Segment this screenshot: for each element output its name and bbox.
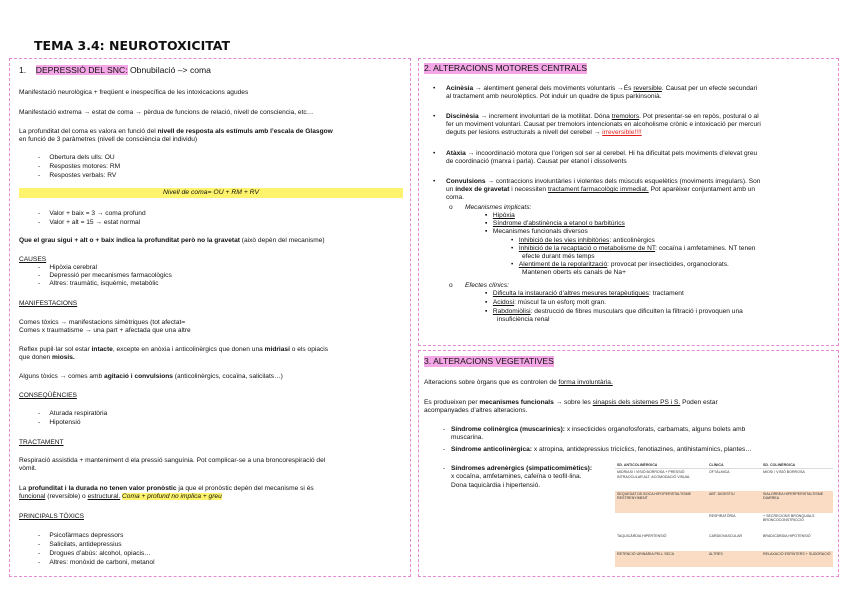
list-item: • Inhibició de la recaptació o metabolisme de NT: cocaïna i amfetamines. NT tenen [511, 245, 756, 252]
list-item: - Hipòxia cerebral [38, 264, 98, 271]
table-cell: OFTÀLMICA [709, 470, 730, 475]
subheading-principals-toxics: PRINCIPALS TÒXICS [19, 513, 84, 520]
table-cell: ABT. DIGESTIU [709, 491, 735, 496]
list-item-continuation: efecte durant més temps [522, 253, 595, 260]
sublist-title: Mecanismes implicats: [465, 204, 532, 211]
table-cell [615, 513, 707, 533]
table-row [615, 469, 833, 491]
table-row [615, 551, 833, 567]
circle-bullet-icon: o [449, 282, 453, 289]
table-cell: BRADICÀRDIA HIPOTENSIÓ [763, 533, 811, 538]
section-depressio-snc [9, 58, 411, 577]
table-cell: ALTRES [709, 551, 723, 556]
list-item: - Salicilats, antidepressius [38, 541, 122, 548]
sublist-title: Efectes clínics: [465, 282, 509, 289]
table-cell: TAQUICÀRDIA HIPERTENSIÓ [617, 533, 667, 538]
list-item: - Drogues d’abús: alcohol, opiacis… [38, 550, 151, 557]
list-item: - Psicofàrmacs depressors [38, 532, 124, 539]
paragraph: en funció de 3 paràmetres (nivell de consciència del individu) [19, 136, 198, 143]
list-item: ▪ Dificulta la instauració d’altres mesures terapèutiques: tractament [485, 290, 684, 297]
table-header: SD. COLINÈRGICA [761, 462, 833, 469]
paragraph: un índex de gravetat i necessiten tractament farmacològic immediat. Pot aparèixer conjuntament amb un [446, 186, 756, 193]
paragraph: Alteracions sobre òrgans que es controlen de forma involuntària. [424, 379, 613, 386]
paragraph: Manifestació extrema → estat de coma → pèrdua de funcions de relació, nivell de consciencia, etc… [19, 109, 314, 116]
bullet-icon: • [433, 178, 436, 185]
paragraph: Comes tòxics → manifestacions simètriques (tot afectat= [19, 319, 186, 326]
paragraph: coma. [446, 194, 464, 201]
paragraph: Convulsions → contraccions involuntàries i violentes dels músculs esquelètics (moviments irregulars). Son [446, 178, 761, 185]
paragraph: vòmit. [19, 465, 37, 472]
list-item-continuation: x cocaïna, amfetamines, cafeïna o teofil·lina. [451, 473, 582, 480]
list-item: Síndrome anticolinèrgica: x atropina, antidepressius tricíclics, fenotiazines, antihistamínics, plantes… [451, 446, 752, 453]
subheading-tractament: TRACTAMENT [19, 439, 64, 446]
syndrome-table [615, 462, 833, 567]
paragraph: acompanyades d’altres alteracions. [424, 407, 528, 414]
list-item: ▪ Rabdomiòlisi: destrucció de fibres musculars que dificulten la filtració i provoquen una [485, 308, 743, 315]
paragraph: Alguns tòxics → comes amb agitació i convulsions (anticolinèrgics, cocaïna, salicilats…) [19, 373, 283, 380]
list-item-continuation: Mantenen oberts els canals de Na+ [522, 269, 626, 276]
heading-highlight: DEPRESSIÓ DEL SNC: [35, 65, 128, 75]
list-item: - Altres: traumàtic, isquèmic, metabòlic [38, 280, 159, 287]
list-item: ▪ Mecanismes funcionals diversos [485, 228, 588, 235]
table-cell: MIOSI / VISIÓ BORROSA [763, 470, 805, 475]
table-cell: RETENCIÓ URINÀRIA PELL SECA [617, 551, 674, 556]
table-cell: CARDIOVASCULAR [709, 533, 743, 538]
paragraph: Comes x traumatisme → una part + afectada que una altre [19, 327, 191, 334]
list-item-continuation: muscarina. [451, 434, 484, 441]
table-cell: MIDRIASI / VISIÓ BORROSA + PRESSIÓ INTRAOCULAR ALT. ACOMODACIÓ VISUAL [617, 470, 691, 479]
table-row [615, 513, 833, 533]
heading-number: 1. [19, 65, 27, 75]
table-cell: RELAXACIÓ ESFÍNTERS + SUDORACIÓ [763, 551, 831, 556]
paragraph: al tractament amb neurolèptics. Pot induir un quadre de tipus parkinsonià. [446, 93, 662, 100]
list-item-continuation: insuficiència renal [497, 316, 550, 323]
bullet-icon: • [433, 150, 436, 157]
paragraph: Es produeixen per mecanismes funcionals → sobre les sinapsis dels sistemes PS i S. Poden estar [424, 399, 718, 406]
text: (això depèn del mecanisme) [241, 237, 325, 244]
paragraph: funcional (reversible) o estructural. Coma + profund no implica + greu [19, 493, 222, 500]
table-header: SD. ANTICOLINÈRGICA [615, 462, 707, 469]
paragraph: Reflex pupil·lar sol estar intacte, excepte en anòxia i anticolinèrgics que donen una midriasi o els opiacis [19, 346, 329, 353]
list-item: - Altres: monòxid de carboni, metanol [38, 559, 155, 566]
section-alteracions-motores [418, 58, 839, 346]
table-row [615, 491, 833, 513]
list-item: • Inhibició de les vies inhibitòries: anticolinèrgics [511, 237, 655, 244]
paragraph: que donen miosis. [19, 354, 75, 361]
text-bold: Que el grau sigui + alt o + baix indica la profunditat però no la gravetat [19, 237, 240, 244]
paragraph: fer un moviment voluntari. Causat per tremolors intencionats en alcoholisme crònic e intoxicació per mercuri [446, 121, 761, 128]
table-header-row [615, 462, 833, 469]
subheading-causes: CAUSES [19, 256, 47, 263]
dash-bullet: - [443, 426, 446, 433]
list-item: ▪ Acidosi: múscul fa un esforç molt gran. [485, 299, 607, 306]
list-item: - Depressió per mecanismes farmacològics [38, 272, 172, 279]
table-cell: SIALORREA HIPERPERISTALTISME DIARREA [763, 491, 824, 501]
bullet-icon: • [433, 85, 436, 92]
list-item: - Hipotensió [38, 419, 81, 426]
paragraph: Discinèsia → increment involuntari de la motilitat. Dóna tremolors. Pot presentar-se en repòs, postural o al [446, 113, 759, 120]
bullet-icon: • [433, 113, 436, 120]
table-row [615, 533, 833, 551]
paragraph: deguts per lesions estructurals a nivell del cerebel → irreversible!!!! [446, 129, 642, 136]
list-item: - Valor + alt = 15 → estat normal [38, 219, 141, 226]
section-heading [19, 65, 211, 76]
subheading-consequencies: CONSEQÜÈNCIES [19, 392, 77, 399]
list-item: Síndrome colinèrgica (muscarínics): x insecticides organofosforats, carbamats, alguns bolets amb [451, 426, 746, 433]
list-item: Síndromes adrenèrgics (simpaticomimètics): [451, 465, 593, 472]
list-item: - Aturada respiratòria [38, 410, 108, 417]
table-header: CLÍNICA [707, 462, 761, 469]
heading-rest: Obnubilació –> coma [129, 65, 211, 75]
list-item: ▪ Hipòxia [485, 212, 515, 219]
list-item: - Respostes motores: RM [38, 163, 121, 170]
circle-bullet-icon: o [449, 204, 453, 211]
paragraph: Manifestació neurològica + freqüent e inespecífica de les intoxicacions agudes [19, 89, 249, 96]
list-item: - Obertura dels ulls: OU [38, 154, 115, 161]
formula-highlight: Nivell de coma= OU + RM + RV [19, 188, 403, 198]
list-item: - Respostes verbals: RV [38, 172, 117, 179]
subheading-manifestacions: MANIFESTACIONS [19, 300, 78, 307]
list-item-continuation: Dona taquicàrdia i hipertensió. [451, 482, 541, 489]
list-item: - Valor + baix = 3 → coma profund [38, 210, 146, 217]
dash-bullet: - [443, 465, 446, 472]
section-heading: 3. ALTERACIONS VEGETATIVES [424, 356, 554, 366]
paragraph: Atàxia → incoordinació motora que l’origen sol ser al cerebel. Hi ha dificultat pels moviments d’elevat greu [446, 150, 758, 157]
paragraph: de coordinació (marxa i parla). Causat per etanol i dissolvents [446, 158, 627, 165]
paragraph: La profunditat i la durada no tenen valor pronòstic ja que el pronòstic depèn del mecanisme si és [19, 485, 314, 492]
section-alteracions-vegetatives [418, 350, 839, 577]
paragraph: Respiració assistida + manteniment d ela pressió sanguínia. Pot complicar-se a una broncorespiració del [19, 457, 326, 464]
text-bold: nivell de resposta als estímuls amb l’escala de Glasgow [157, 128, 333, 135]
paragraph [19, 237, 325, 246]
list-item: ▪ Síndrome d’abstinència a etanol o barbitúrics [485, 220, 625, 227]
table-cell: + SECRECIONS BRONQUIALS BRONCOCONSTRICCIÓ [763, 513, 815, 523]
text: La profunditat del coma es valora en funció del [19, 128, 156, 135]
section-heading: 2. ALTERACIONS MOTORES CENTRALS [424, 63, 587, 73]
list-item: • Alentiment de la repolarització: provocat per insecticides, organoclorats. [511, 261, 729, 268]
table-cell: RESPIRATÒRIA [709, 513, 736, 518]
page-title: TEMA 3.4: NEUROTOXICITAT [34, 38, 231, 53]
table-cell: SEQUEDAT DE BOCA HIPOPERISTALTISME RESTRENYIMENT [617, 491, 692, 501]
dash-bullet: - [443, 446, 446, 453]
paragraph: Acinèsia → alentiment general dels moviments voluntaris →És reversible. Causat per un efecte secundari [446, 85, 758, 92]
